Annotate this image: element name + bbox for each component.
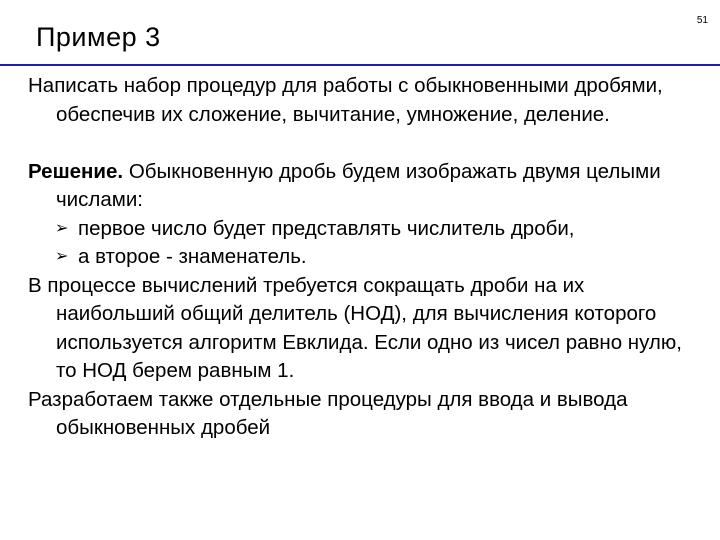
solution-intro: Обыкновенную дробь будем изображать двумя целыми числами: bbox=[56, 159, 661, 211]
bullet-text: а второе - знаменатель. bbox=[78, 245, 307, 268]
arrow-bullet-icon: ➢ bbox=[55, 219, 69, 237]
title-divider bbox=[0, 64, 720, 66]
process-paragraph: В процессе вычислений требуется сокращать дроби на их наибольший общий делитель (НОД), для вычисления которого используется алгоритм Евклида. Если одно из чисел равно нулю, то НОД берем равным 1. bbox=[28, 273, 682, 382]
paragraph-gap bbox=[28, 129, 698, 158]
slide-body bbox=[28, 72, 698, 443]
closing-paragraph: Разработаем также отдельные процедуры для ввода и вывода обыкновенных дробей bbox=[28, 387, 628, 439]
solution-label: Решение. bbox=[28, 159, 124, 183]
solution-paragraph bbox=[28, 158, 698, 215]
task-paragraph: Написать набор процедур для работы с обыкновенными дробями, обеспечив их сложение, вычитание, умножение, деление. bbox=[28, 74, 663, 126]
page-number: 51 bbox=[696, 15, 708, 26]
bullet-text: первое число будет представлять числитель дроби, bbox=[78, 216, 575, 240]
bullet-item-numerator bbox=[28, 215, 698, 244]
bullet-item-denominator bbox=[28, 243, 698, 272]
slide-title: Пример 3 bbox=[36, 22, 161, 52]
arrow-bullet-icon: ➢ bbox=[55, 248, 69, 265]
